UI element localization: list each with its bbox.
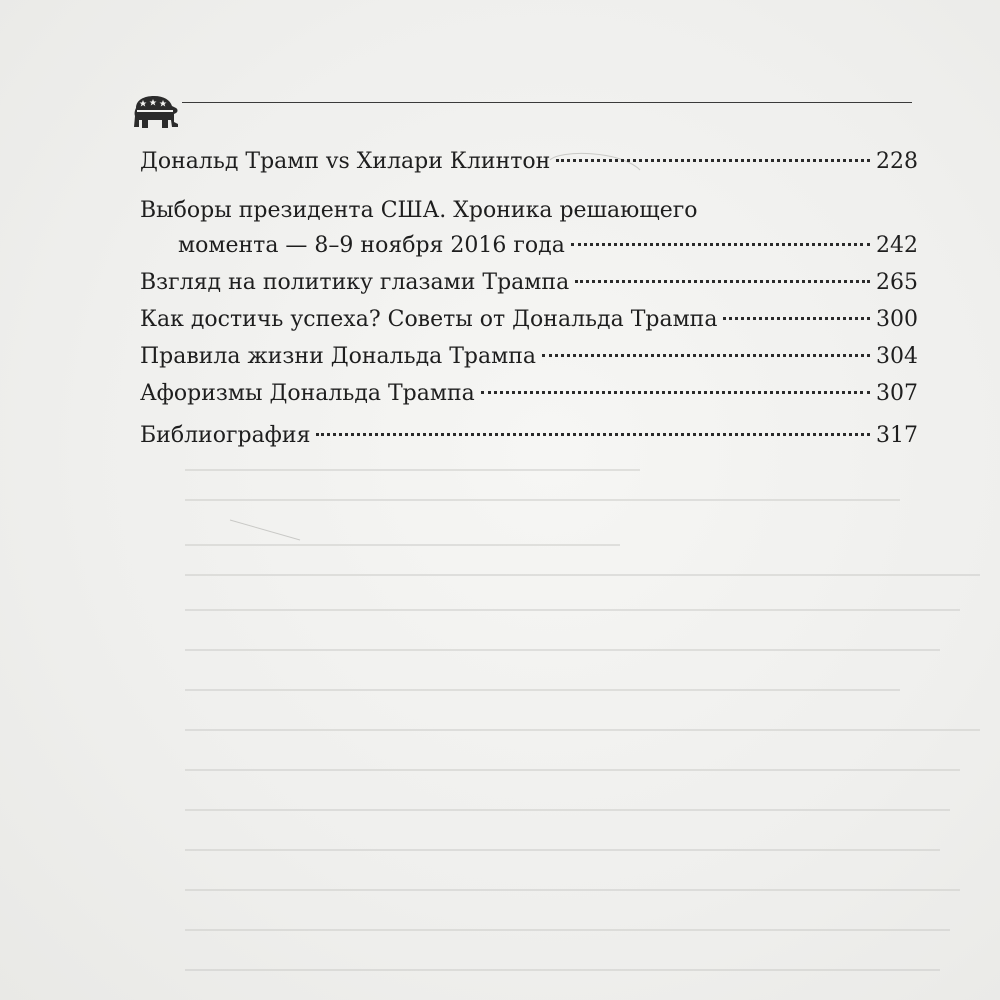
toc-entry-page: 265 [876,270,918,295]
toc-entry-title: Взгляд на политику глазами Трампа [140,270,570,295]
dot-leader [575,280,870,283]
toc-entry [140,303,918,337]
toc-entry [140,145,918,179]
toc-entry-page: 304 [876,344,918,369]
dot-leader [481,391,870,394]
dot-leader [316,433,870,436]
toc-entry-page: 307 [876,381,918,406]
toc-entry [178,229,918,263]
toc-entry-title: Библиография [140,423,311,448]
toc-entry-page: 300 [876,307,918,332]
dot-leader [723,317,870,320]
toc-entry-title: Дональд Трамп vs Хилари Клинтон [140,149,551,174]
toc-entry-page: 228 [876,149,918,174]
toc-entry [140,340,918,374]
toc-entry-page: 317 [876,423,918,448]
toc-entry-title: Как достичь успеха? Советы от Дональда Трампа [140,307,718,332]
dot-leader [542,354,870,357]
toc-entry-title: Афоризмы Дональда Трампа [140,381,475,406]
dot-leader [571,243,870,246]
toc-entry-page: 242 [876,233,918,258]
dot-leader [556,159,870,162]
toc-entry [140,377,918,411]
toc-entry-title: Выборы президента США. Хроника решающего [140,198,698,223]
toc-entry [140,419,918,453]
toc-entry [140,266,918,300]
toc-entry-title: момента — 8–9 ноября 2016 года [178,233,565,258]
toc-entry-title: Правила жизни Дональда Трампа [140,344,537,369]
